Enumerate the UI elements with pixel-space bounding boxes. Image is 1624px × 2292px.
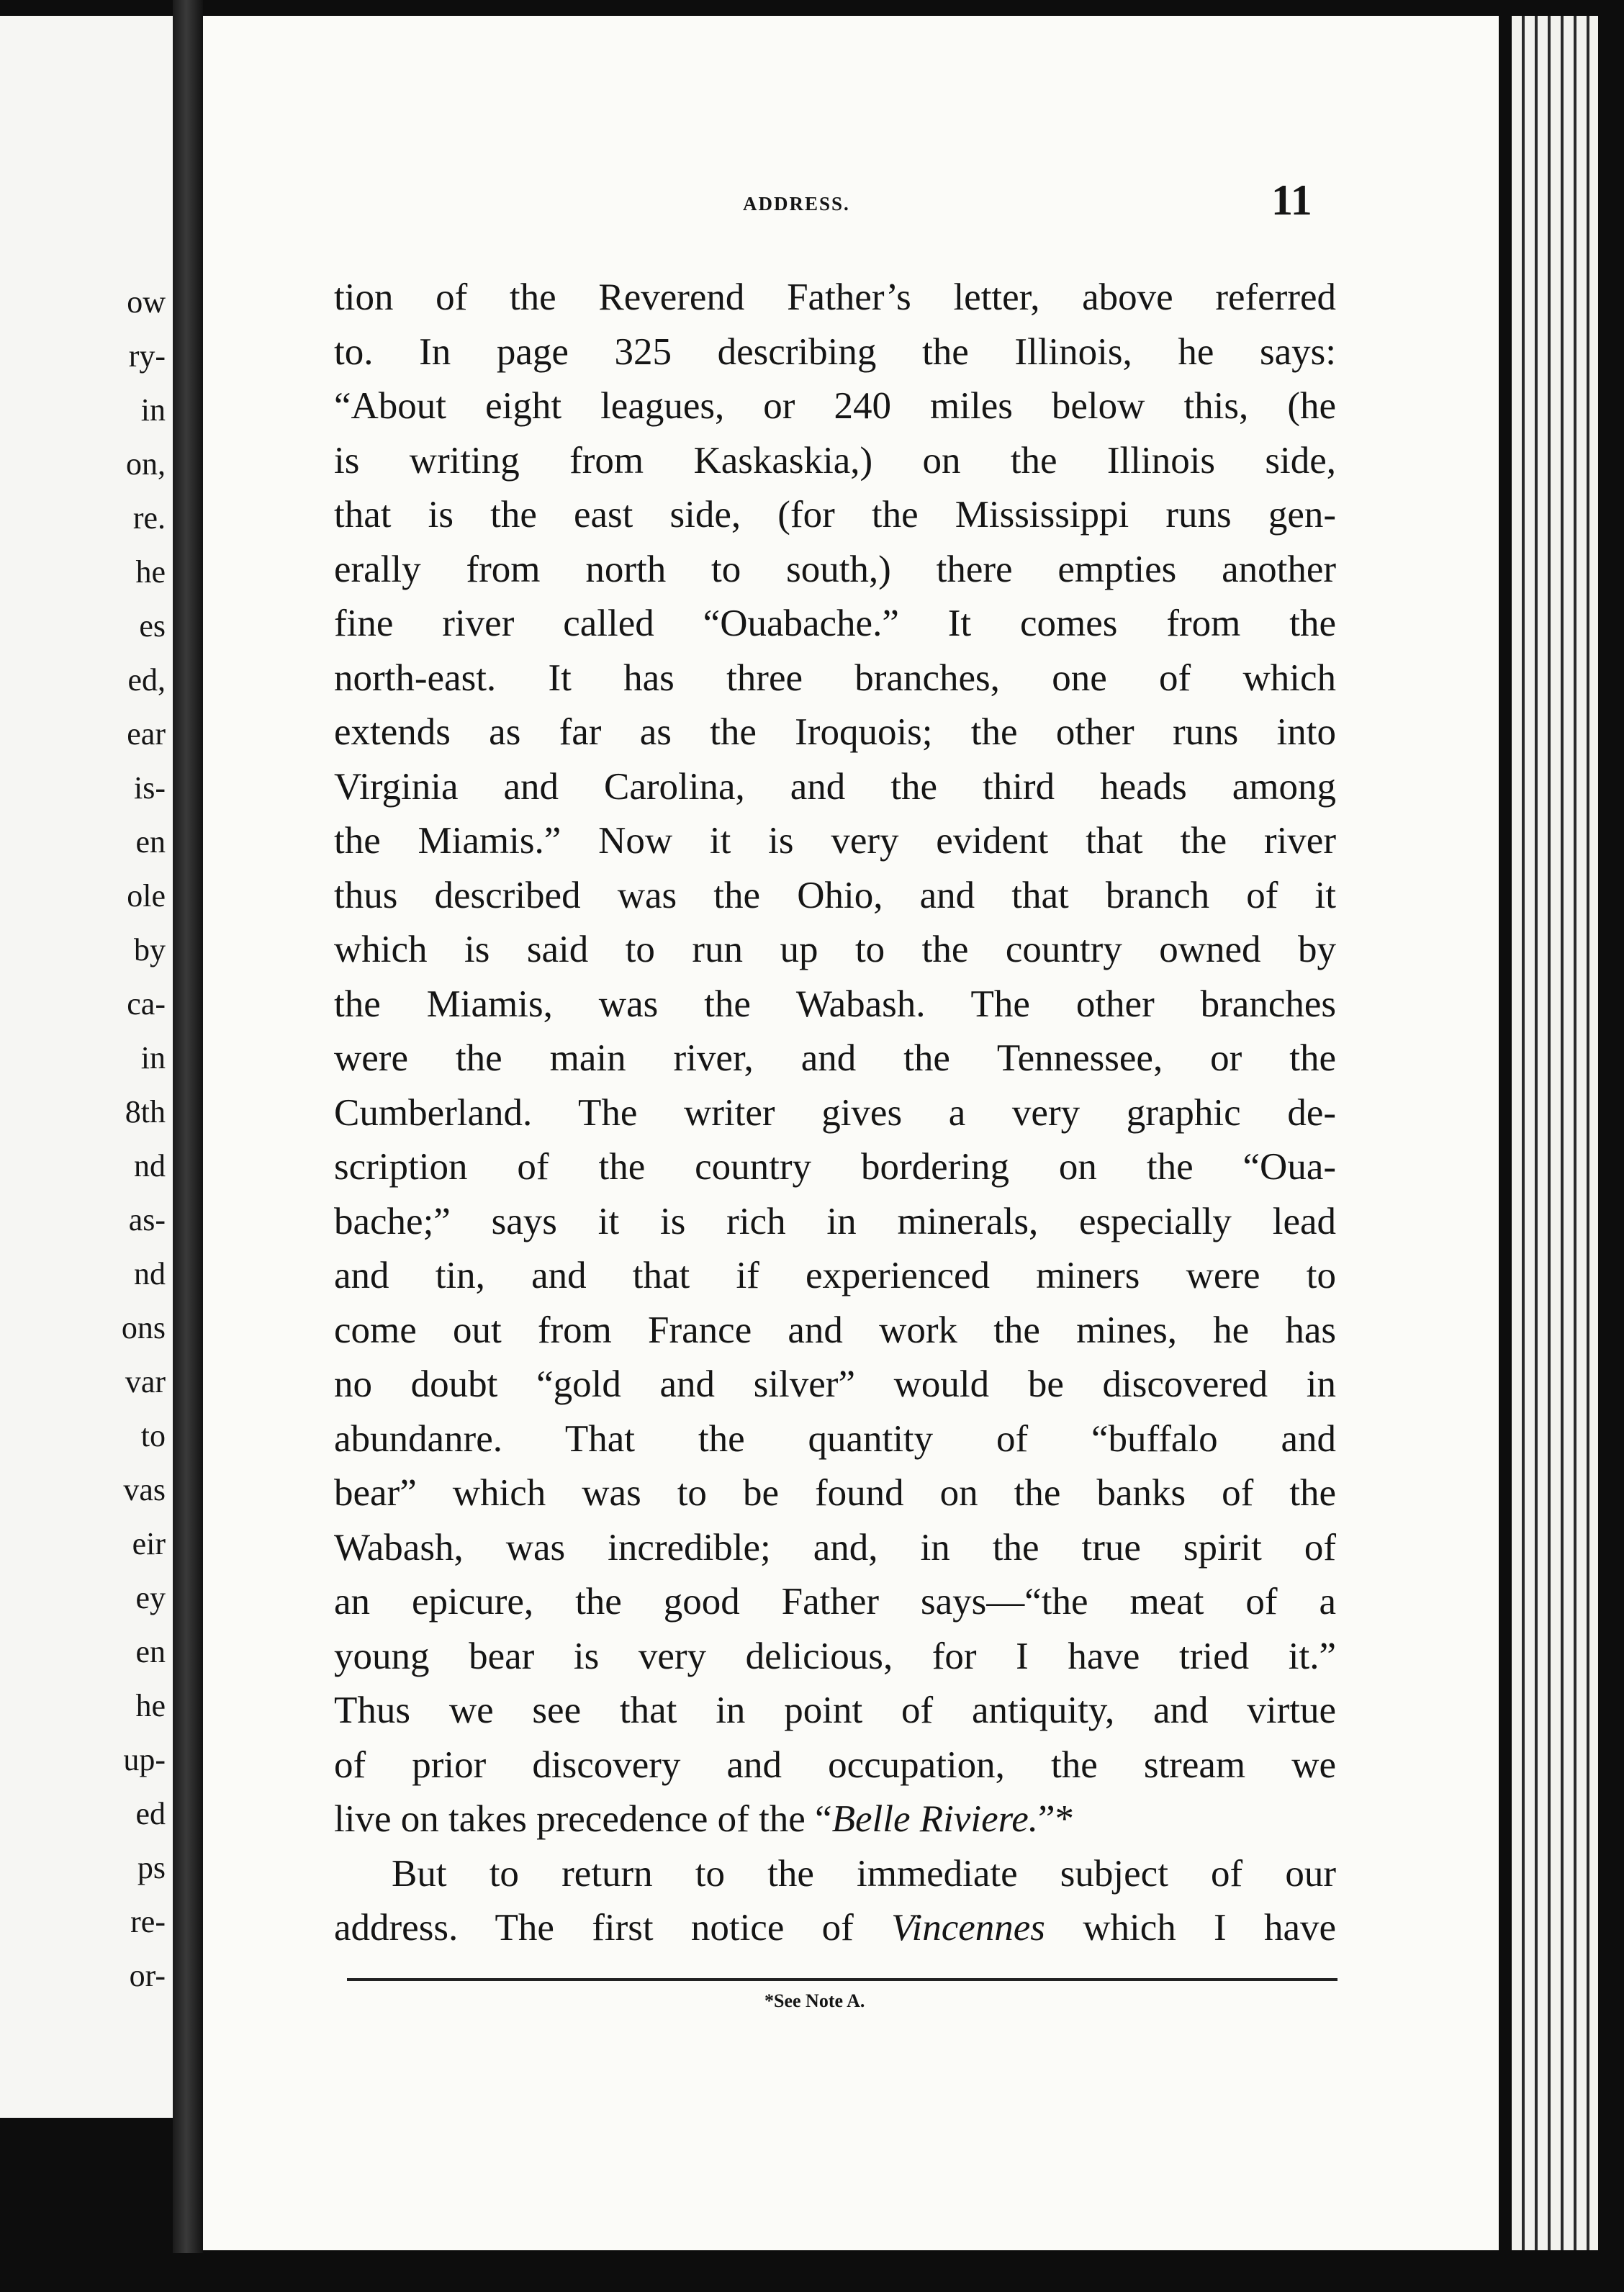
italic-place-name: Vincennes: [891, 1907, 1045, 1949]
facing-page-fragment: ey: [135, 1580, 166, 1615]
facing-page-fragment: 8th: [125, 1094, 166, 1129]
facing-page-fragment: ed,: [127, 662, 166, 698]
facing-page-fragment: nd: [134, 1148, 166, 1183]
facing-page-fragment: in: [140, 1040, 166, 1075]
facing-page-fragment: ry-: [128, 338, 166, 374]
body-line: Wabash, was incredible; and, in the true spirit of: [334, 1526, 1336, 1569]
body-line: that is the east side, (for the Mississippi runs gen-: [334, 494, 1336, 536]
facing-page-fragment: or-: [129, 1958, 166, 1993]
body-line: were the main river, and the Tennessee, or the: [334, 1037, 1336, 1079]
body-line: extends as far as the Iroquois; the other runs into: [334, 711, 1336, 753]
facing-page-fragment: he: [135, 554, 166, 590]
facing-page-fragment: en: [135, 824, 166, 860]
body-line: north-east. It has three branches, one of which: [334, 657, 1336, 699]
facing-page-fragment: ps: [137, 1850, 166, 1885]
facing-page-fragment: as-: [128, 1202, 166, 1237]
body-line: the Miamis, was the Wabash. The other branches: [334, 983, 1336, 1025]
body-line: to. In page 325 describing the Illinois, he says:: [334, 330, 1336, 373]
body-line: “About eight leagues, or 240 miles below this, (he: [334, 385, 1336, 427]
body-line: [334, 1901, 1336, 1956]
body-line: young bear is very delicious, for I have tried it.”: [334, 1635, 1336, 1677]
line-text: live on takes precedence of the “: [334, 1798, 832, 1840]
page-edges: [1512, 16, 1598, 2250]
body-line: bache;” says it is rich in minerals, especially lead: [334, 1200, 1336, 1242]
facing-page-fragment: ear: [127, 716, 166, 752]
facing-page-fragment: var: [125, 1364, 166, 1399]
body-text: [334, 271, 1336, 1956]
facing-page: [0, 16, 173, 2118]
facing-page-fragment: ca-: [127, 986, 166, 1021]
body-line: Thus we see that in point of antiquity, and virtue: [334, 1689, 1336, 1731]
facing-page-fragment: to: [140, 1418, 166, 1453]
facing-page-fragment: re.: [132, 500, 166, 536]
footnote: *See Note A.: [764, 1990, 865, 2011]
line-text: which I have: [1045, 1907, 1336, 1949]
body-line: of prior discovery and occupation, the stream we: [334, 1743, 1336, 1786]
body-line: abundanre. That the quantity of “buffalo and: [334, 1417, 1336, 1460]
facing-page-fragment: he: [135, 1688, 166, 1723]
body-line: Virginia and Carolina, and the third heads among: [334, 765, 1336, 808]
body-line: fine river called “Ouabache.” It comes from the: [334, 603, 1336, 644]
body-line: bear” which was to be found on the banks of the: [334, 1472, 1336, 1514]
scan-border: [0, 2253, 1624, 2292]
facing-page-fragment: nd: [134, 1256, 166, 1291]
body-line: no doubt “gold and silver” would be discovered in: [334, 1363, 1336, 1405]
body-line: scription of the country bordering on the “Oua-: [334, 1146, 1336, 1188]
body-line: tion of the Reverend Father’s letter, above referred: [334, 276, 1336, 318]
italic-title: Belle Riviere.: [831, 1798, 1039, 1840]
body-line: the Miamis.” Now it is very evident that the river: [334, 820, 1336, 862]
facing-page-fragment: es: [139, 608, 166, 644]
body-line: and tin, and that if experienced miners were to: [334, 1255, 1336, 1296]
facing-page-fragment: up-: [123, 1742, 166, 1777]
book-gutter: [173, 0, 203, 2292]
body-line: Cumberland. The writer gives a very graphic de-: [334, 1091, 1336, 1134]
body-line-paragraph-end: [334, 1792, 1336, 1847]
facing-page-fragment: vas: [123, 1472, 166, 1507]
body-line: an epicure, the good Father says—“the meat of a: [334, 1581, 1336, 1623]
body-line: erally from north to south,) there empties another: [334, 548, 1336, 590]
facing-page-fragment: on,: [126, 446, 166, 482]
body-line: is writing from Kaskaskia,) on the Illinois side,: [334, 439, 1336, 482]
facing-page-fragment: is-: [134, 770, 166, 806]
running-header: ADDRESS.: [743, 193, 850, 215]
footnote-marker: ”*: [1038, 1798, 1075, 1840]
facing-page-fragment: ed: [135, 1796, 166, 1831]
facing-page-fragment: ole: [127, 878, 166, 913]
line-text: address. The first notice of: [334, 1907, 892, 1949]
footnote-rule: [347, 1978, 1337, 1981]
facing-page-fragment: ow: [127, 284, 166, 320]
facing-page-fragment: en: [135, 1634, 166, 1669]
facing-page-fragment: by: [134, 932, 166, 967]
body-line-paragraph-start: But to return to the immediate subject of our: [392, 1852, 1336, 1895]
page-number: 11: [1271, 176, 1312, 224]
body-line: come out from France and work the mines, he has: [334, 1309, 1336, 1351]
facing-page-fragment: ons: [121, 1310, 166, 1345]
facing-page-fragment: eir: [132, 1526, 166, 1561]
body-line: thus described was the Ohio, and that branch of it: [334, 874, 1336, 916]
body-line: which is said to run up to the country owned by: [334, 929, 1336, 970]
facing-page-fragment: re-: [130, 1904, 166, 1939]
facing-page-fragment: in: [140, 392, 166, 428]
